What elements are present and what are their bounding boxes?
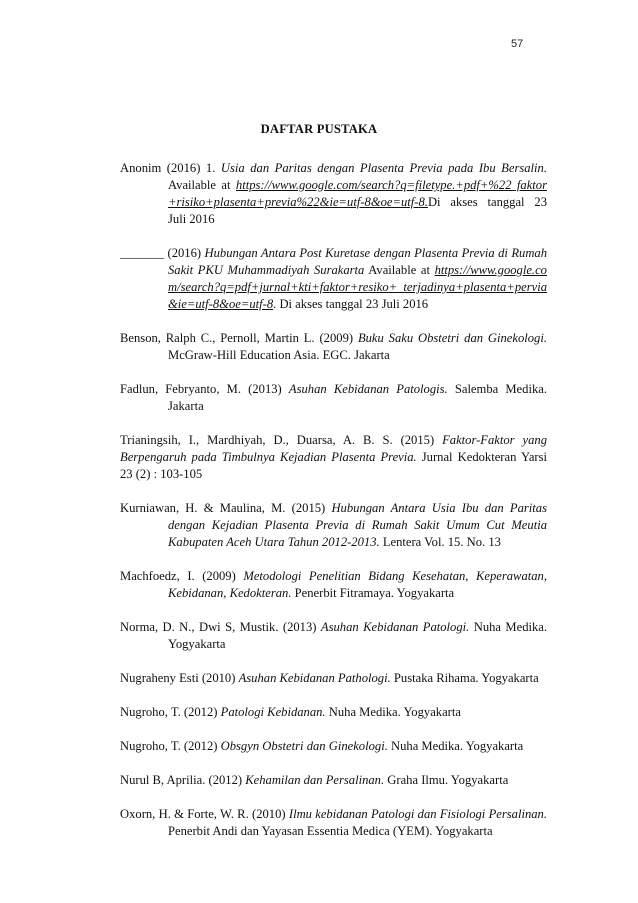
- reference-author: _______ (2016): [120, 246, 202, 260]
- reference-author: Benson, Ralph C., Pernoll, Martin L. (2009): [120, 331, 354, 345]
- reference-title: Ilmu kebidanan Patologi dan Fisiologi Persalinan.: [288, 807, 548, 821]
- reference-author: Fadlun, Febryanto, M. (2013): [120, 382, 282, 396]
- reference-source: Nuha Medika. Yogyakarta: [168, 620, 548, 651]
- reference-available-label: Available at: [168, 178, 231, 192]
- reference-title: Asuhan Kebidanan Pathologi.: [238, 671, 391, 685]
- reference-author: Nurul B, Aprilia. (2012): [120, 773, 243, 787]
- reference-entry: [120, 806, 547, 840]
- reference-entry: [120, 619, 547, 653]
- reference-source: Nuha Medika. Yogyakarta: [391, 739, 524, 753]
- reference-entry: [120, 381, 547, 415]
- reference-entry: [120, 670, 547, 687]
- reference-available-label: Available at: [368, 263, 430, 277]
- reference-source: Penerbit Fitramaya. Yogyakarta: [294, 586, 455, 600]
- reference-title: Asuhan Kebidanan Patologi.: [320, 620, 470, 634]
- reference-title: Buku Saku Obstetri dan Ginekologi.: [357, 331, 547, 345]
- reference-source: Di akses tanggal 23 Juli 2016: [168, 195, 547, 226]
- reference-title: Hubungan Antara Post Kuretase dengan Plasenta Previa di Rumah Sakit PKU Muhammadiyah Surakarta: [168, 246, 548, 277]
- reference-entry: [120, 568, 547, 602]
- reference-title: Faktor-Faktor yang Berpengaruh pada Timbulnya Kejadian Plasenta Previa.: [120, 433, 547, 464]
- reference-source: Nuha Medika. Yogyakarta: [328, 705, 461, 719]
- reference-author: Nugroho, T. (2012): [120, 739, 218, 753]
- reference-title: Obsgyn Obstetri dan Ginekologi.: [220, 739, 388, 753]
- reference-source: Jurnal Kedokteran Yarsi 23 (2) : 103-105: [120, 450, 548, 481]
- reference-author: Oxorn, H. & Forte, W. R. (2010): [120, 807, 286, 821]
- reference-url[interactable]: https://www.google.com/search?q=filetype.+pdf+%22 faktor+risiko+plasenta+previa%22&ie=utf-8&oe=utf-8.: [168, 178, 547, 209]
- reference-list: [120, 160, 547, 840]
- reference-entry: [120, 160, 547, 228]
- reference-source: Salemba Medika. Jakarta: [168, 382, 547, 413]
- reference-entry: [120, 245, 547, 313]
- reference-source: Lentera Vol. 15. No. 13: [382, 535, 501, 549]
- page-title: DAFTAR PUSTAKA: [260, 122, 378, 136]
- reference-author: Norma, D. N., Dwi S, Mustik. (2013): [120, 620, 317, 634]
- reference-title: Metodologi Penelitian Bidang Kesehatan, Keperawatan, Kebidanan, Kedokteran.: [168, 569, 547, 600]
- reference-entry: [120, 432, 547, 483]
- reference-author: Kurniawan, H. & Maulina, M. (2015): [120, 501, 326, 515]
- reference-url[interactable]: https://www.google.com/search?q=pdf+jurnal+kti+faktor+resiko+ terjadinya+plasenta+pervia&ie=utf-8&oe=utf-8: [168, 263, 547, 311]
- reference-entry: [120, 500, 547, 551]
- reference-author: Anonim (2016) 1.: [120, 161, 216, 175]
- reference-title: Hubungan Antara Usia Ibu dan Paritas dengan Kejadian Plasenta Previa di Rumah Sakit Umum Cut Meutia Kabupaten Aceh Utara Tahun 2012-2013.: [168, 501, 547, 549]
- reference-title: Patologi Kebidanan.: [220, 705, 326, 719]
- reference-source: McGraw-Hill Education Asia. EGC. Jakarta: [168, 348, 390, 362]
- reference-author: Nugraheny Esti (2010): [120, 671, 236, 685]
- reference-entry: [120, 330, 547, 364]
- reference-author: Machfoedz, I. (2009): [120, 569, 236, 583]
- reference-source: . Di akses tanggal 23 Juli 2016: [273, 297, 429, 311]
- page-number: 57: [511, 38, 524, 50]
- reference-source: Penerbit Andi dan Yayasan Essentia Medica (YEM). Yogyakarta: [168, 824, 493, 838]
- reference-author: Trianingsih, I., Mardhiyah, D., Duarsa, A. B. S. (2015): [120, 433, 435, 447]
- reference-source: Pustaka Rihama. Yogyakarta: [393, 671, 539, 685]
- reference-entry: [120, 772, 547, 789]
- reference-title: Usia dan Paritas dengan Plasenta Previa pada Ibu Bersalin.: [220, 161, 547, 175]
- reference-source: Graha Ilmu. Yogyakarta: [387, 773, 509, 787]
- reference-entry: [120, 738, 547, 755]
- reference-entry: [120, 704, 547, 721]
- reference-title: Kehamilan dan Persalinan.: [245, 773, 385, 787]
- reference-title: Asuhan Kebidanan Patologis.: [288, 382, 448, 396]
- reference-author: Nugroho, T. (2012): [120, 705, 218, 719]
